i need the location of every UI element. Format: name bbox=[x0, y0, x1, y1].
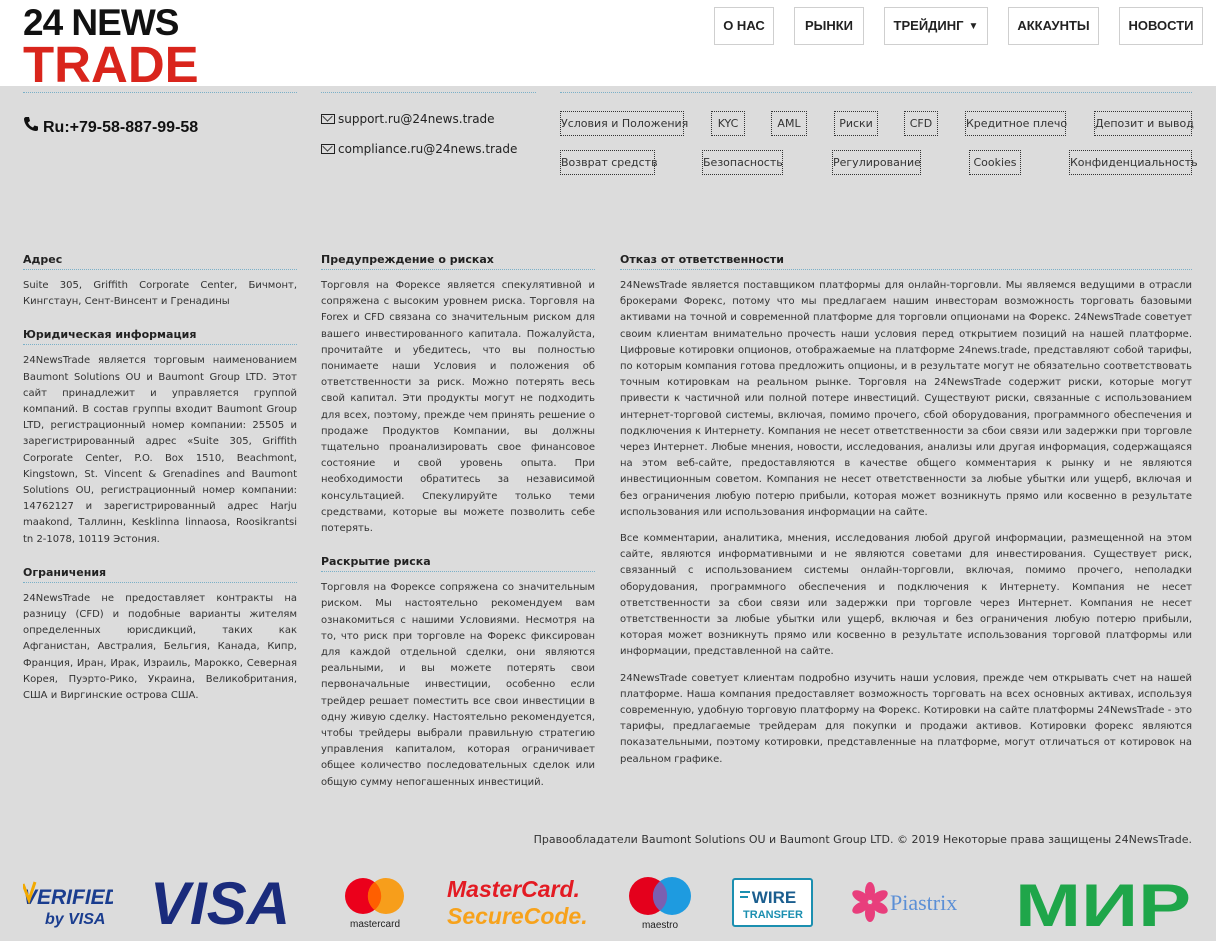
nav-about-label: О НАС bbox=[723, 18, 765, 33]
phone-contact[interactable] bbox=[23, 116, 198, 138]
mir-text: МИР bbox=[1015, 872, 1191, 932]
email-support[interactable] bbox=[321, 111, 495, 127]
email-support-text: support.ru@24news.trade bbox=[338, 112, 495, 126]
envelope-icon bbox=[321, 114, 335, 124]
site-header bbox=[0, 0, 1216, 93]
address-text: Suite 305, Griffith Corporate Center, Бичмонт, Кингстаун, Сент-Винсент и Гренадины bbox=[23, 280, 297, 308]
mastercard-text: mastercard bbox=[349, 919, 401, 930]
link-risks[interactable]: Риски bbox=[834, 111, 878, 136]
link-privacy[interactable]: Конфиденциальность bbox=[1069, 150, 1192, 175]
verified-by-visa-logo bbox=[23, 872, 113, 932]
maestro-logo bbox=[624, 872, 696, 932]
link-cfd[interactable]: CFD bbox=[904, 111, 938, 136]
envelope-icon bbox=[321, 144, 335, 154]
verified-text: VERIFIED bbox=[23, 886, 113, 909]
nav-markets-label: РЫНКИ bbox=[804, 18, 854, 33]
nav-trading-label: ТРЕЙДИНГ bbox=[893, 18, 964, 33]
phone-number: Ru:+79-58-887-99-58 bbox=[43, 119, 199, 136]
by-visa-text: by VISA bbox=[45, 911, 106, 928]
securecode-line1: MasterCard. bbox=[447, 876, 580, 902]
legal-info-title: Юридическая информация bbox=[23, 328, 297, 345]
email-compliance-text: compliance.ru@24news.trade bbox=[338, 142, 518, 156]
disclaimer-title: Отказ от ответственности bbox=[620, 253, 1192, 270]
nav-trading[interactable] bbox=[884, 7, 988, 45]
link-security[interactable]: Безопасность bbox=[702, 150, 783, 175]
nav-news[interactable] bbox=[1119, 7, 1203, 45]
risk-disclosure-text: Торговля на Форексе сопряжена со значительным риском. Мы настоятельно рекомендуем вам ознакомиться с нашими Условиями. Несмотря на то, что риск при торговле на Форекс фиксирован для каждой отдельной сделки, они являются реальными, и вы можете потерять свои первоначальные инвестиции, особенно если трейдер решает поместить все свои инвестиции в одну живую сделку. Настоятельно рекомендуется, чтобы трейдеры выбрали правильную стратегию управления капиталом, которая ограничивает общее количество последовательных сделок или общую сумму непогашенных инвестиций. bbox=[321, 582, 595, 788]
wire-text: WIRE bbox=[751, 888, 797, 907]
contacts-rule bbox=[23, 92, 297, 93]
mir-logo bbox=[1015, 872, 1193, 932]
disclaimer-paragraph-1: 24NewsTrade является поставщиком платформы для онлайн-торговли. Мы являемся ведущими в отрасли брокерами Форекс, потому что мы предлагаем нашим инвесторам возможность торговать базовыми активами на точной и современной платформе для торговли опционами на Форекс. 24NewsTrade советует своим клиентам внимательно прочесть наши условия перед открытием позиций на нашей платформе. Цифровые котировки опционов, отображаемые на платформе 24news.trade, представляют собой тарифы, по которым компания готова предложить опционы, и в результате могут не обязательно соответствовать точным котировкам на реальном рынке. Торговля на 24NewsTrade содержит риски, которые могут привести к частичной или полной потере инвестиций. Существуют риски, связанные с использованием интернет-торговой системы, включая, помимо прочего, сбой оборудования, программного обеспечения и подключения к Интернету. Компания не несет ответственности за сбои связи или задержки при торговле через Интернет. Любые мнения, новости, исследования, анализы или другая информация, содержащаяся на этом веб-сайте, предоставляются в качестве общего комментария к рынку и не являются инвестиционным советом. Компания не несет ответственности за любые убытки или ущерб, включая и без ограничения любую потерю прибыли, которая может возникнуть прямо или косвенно в результате использования или использования информации на сайте. bbox=[620, 280, 1192, 518]
links-rule bbox=[560, 92, 1192, 93]
address-title: Адрес bbox=[23, 253, 297, 270]
link-deposit-withdraw[interactable]: Депозит и вывод bbox=[1094, 111, 1192, 136]
piastrix-logo bbox=[852, 872, 980, 932]
emails-rule bbox=[321, 92, 536, 93]
link-cookies[interactable]: Cookies bbox=[969, 150, 1021, 175]
link-kyc[interactable]: KYC bbox=[711, 111, 745, 136]
risk-warning-text: Торговля на Форексе является спекулятивной и сопряжена с высоким уровнем риска. Торговля на Forex и CFD связана со значительным риском для вашего инвестированного капитала. Пожалуйста, прочитайте и убедитесь, что вы полностью понимаете наши Условия и положения об ответственности за риск. Можно потерять весь свой капитал. Эти продукты могут не подходить для всех, поэтому, прежде чем принять решение о продаже Продуктов Компании, вы должны тщательно проанализировать свое финансовое состояние и свой уровень опыта. При необходимости обратитесь за независимой консультацией. Спекулируйте только теми средствами, которые вы можете позволить себе потерять. bbox=[321, 280, 595, 535]
restrictions-title: Ограничения bbox=[23, 566, 297, 583]
nav-news-label: НОВОСТИ bbox=[1128, 18, 1194, 33]
risk-disclosure-title: Раскрытие риска bbox=[321, 555, 595, 572]
logo-line1: 24 NEWS bbox=[23, 2, 179, 43]
piastrix-text: Piastrix bbox=[890, 890, 958, 915]
nav-accounts-label: АККАУНТЫ bbox=[1017, 18, 1090, 33]
site-logo[interactable] bbox=[23, 2, 223, 93]
phone-icon bbox=[23, 116, 39, 132]
copyright-text: Правообладатели Baumont Solutions OU и Baumont Group LTD. © 2019 Некоторые права защищены 24NewsTrade. bbox=[533, 833, 1192, 846]
link-leverage[interactable]: Кредитное плечо bbox=[965, 111, 1066, 136]
logo-line2: TRADE bbox=[23, 36, 199, 93]
email-compliance[interactable] bbox=[321, 141, 517, 157]
legal-info-text: 24NewsTrade является торговым наименованием Baumont Solutions OU и Baumont Group LTD. Этот сайт принадлежит и управляется группой компаний. В состав группы входит Baumont Group LTD, регистрационный номер компании: 25505 и зарегистрированный адрес «Suite 305, Griffith Corporate Center, P.O. Box 1510, Beachmont, Kingstown, St. Vincent & Grenadines and Baumont Solutions OU, регистрационный номер компании: 14762127 и зарегистрированный адрес Harju maakond, Таллинн, Kesklinna linnaosa, Roosikrantsi tn 2-1078, 10119 Эстония. bbox=[23, 355, 297, 545]
chevron-down-icon: ▼ bbox=[968, 21, 979, 32]
disclaimer-paragraph-2: Все комментарии, аналитика, мнения, исследования любой другой информации, размещенной на этом сайте, являются информативными и не являются советами для инвестирования. Существует риск, связанный с использованием системы онлайн-торговли, включая, помимо прочего, неполадки оборудования, программного обеспечения и подключения к Интернету. Компания не несет ответственности за сбои связи или задержки при торговле через Интернет. Компания не несет ответственности за любые убытки или ущерб, включая и без ограничения любую потерю прибыли, которая может возникнуть прямо или косвенно в результате использования торговой платформы или информации, представленной на сайте. bbox=[620, 533, 1192, 658]
nav-markets[interactable] bbox=[794, 7, 864, 45]
disclaimer-paragraph-3: 24NewsTrade советует клиентам подробно изучить наши условия, прежде чем открывать счет на нашей платформе. Наша компания предоставляет возможность торговать на всех основных активах, используя современную, удобную торговую платформу на Форекс. Котировки на сайте платформы 24NewsTrade - это тарифы, предлагаемые трейдерам для покупки и продажи активов. Котировки форекс являются показательными, поэтому котировки, представленные на платформе, могут отличаться от котировок на реальном графике. bbox=[620, 672, 1192, 765]
right-column bbox=[620, 253, 1192, 768]
restrictions-text: 24NewsTrade не предоставляет контракты на разницу (CFD) и подобные варианты жителям определенных юрисдикций, таких как Афганистан, Австралия, Бельгия, Канада, Кипр, Франция, Иран, Ирак, Израиль, Марокко, Северная Корея, Пуэрто-Рико, Украина, Великобритания, США и Виргинские острова США. bbox=[23, 592, 297, 702]
link-refund[interactable]: Возврат средств bbox=[560, 150, 655, 175]
middle-column bbox=[321, 253, 595, 791]
securecode-line2: SecureCode. bbox=[447, 903, 588, 929]
wire-transfer-logo bbox=[732, 872, 814, 932]
risk-warning-title: Предупреждение о рисках bbox=[321, 253, 595, 270]
left-column bbox=[23, 253, 297, 704]
link-regulation[interactable]: Регулирование bbox=[832, 150, 921, 175]
visa-logo bbox=[150, 872, 305, 932]
visa-text: VISA bbox=[150, 872, 291, 932]
transfer-text: TRANSFER bbox=[743, 909, 803, 921]
mastercard-securecode-logo bbox=[447, 872, 592, 932]
maestro-text: maestro bbox=[641, 920, 679, 931]
nav-accounts[interactable] bbox=[1008, 7, 1099, 45]
nav-about[interactable] bbox=[714, 7, 774, 45]
link-aml[interactable]: AML bbox=[771, 111, 807, 136]
mastercard-logo bbox=[340, 872, 410, 932]
link-terms[interactable]: Условия и Положения bbox=[560, 111, 684, 136]
